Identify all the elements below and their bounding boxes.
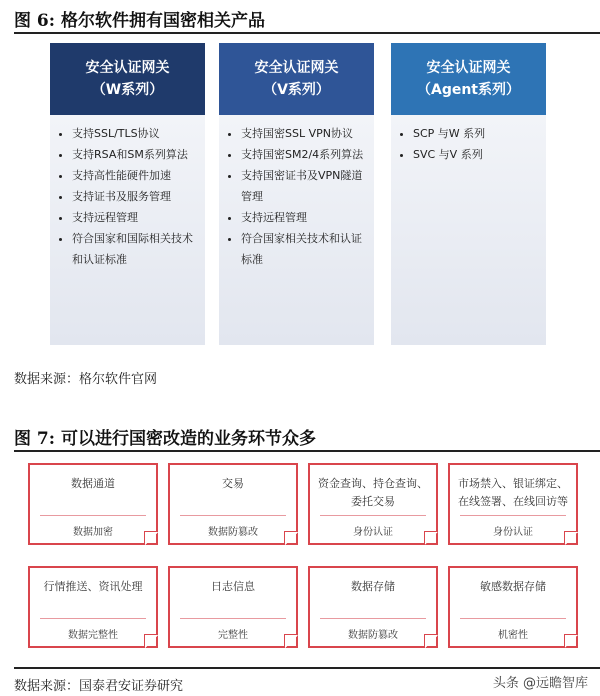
product-card [391, 43, 546, 345]
product-name: 安全认证网关 [254, 60, 339, 76]
business-card [28, 566, 158, 648]
business-card [308, 566, 438, 648]
business-card [448, 566, 578, 648]
product-name: 安全认证网关 [85, 60, 170, 76]
product-features [391, 115, 546, 345]
page-fold-icon [564, 531, 578, 545]
feature-item: • 支持RSA和SM系列算法 [72, 144, 199, 165]
business-scenario: 数据通道 [71, 477, 115, 490]
business-scenario: 敏感数据存储 [480, 580, 546, 593]
product-series: （Agent系列） [416, 82, 520, 98]
card-divider [180, 618, 286, 619]
business-card [28, 463, 158, 545]
feature-item: • 支持国密SM2/4系列算法 [241, 144, 368, 165]
business-card [308, 463, 438, 545]
business-card [168, 566, 298, 648]
watermark: 头条 @远瞻智库 [492, 676, 588, 691]
business-card [168, 463, 298, 545]
card-divider [320, 515, 426, 516]
security-requirement: 身份认证 [353, 527, 393, 538]
product-card [50, 43, 205, 345]
product-features [50, 115, 205, 345]
card-divider [40, 618, 146, 619]
card-divider [460, 618, 566, 619]
page-fold-icon [424, 531, 438, 545]
card-divider [180, 515, 286, 516]
figure-7-title: 图 7: 可以进行国密改造的业务环节众多 [14, 429, 316, 449]
business-scenario: 行情推送、资讯处理 [43, 580, 143, 593]
business-scenario: 资金查询、持仓查询、委托交易 [318, 477, 428, 508]
divider [14, 450, 600, 452]
product-series: （V系列） [263, 82, 330, 98]
product-header [50, 43, 205, 115]
feature-item: • 支持远程管理 [241, 207, 368, 228]
figure-6-title: 图 6: 格尔软件拥有国密相关产品 [14, 11, 265, 31]
product-name: 安全认证网关 [426, 60, 511, 76]
page-fold-icon [284, 634, 298, 648]
page-fold-icon [564, 634, 578, 648]
feature-item: • 支持SSL/TLS协议 [72, 123, 199, 144]
card-divider [320, 618, 426, 619]
security-requirement: 数据加密 [73, 527, 113, 538]
security-requirement: 数据防篡改 [208, 527, 258, 538]
product-features [219, 115, 374, 345]
page-fold-icon [284, 531, 298, 545]
security-requirement: 机密性 [498, 630, 528, 641]
card-divider [460, 515, 566, 516]
business-scenario: 交易 [222, 477, 244, 490]
figure-7-source: 数据来源：国泰君安证券研究 [14, 679, 184, 694]
page-fold-icon [424, 634, 438, 648]
divider [14, 667, 600, 669]
security-requirement: 数据完整性 [68, 630, 118, 641]
business-scenario: 日志信息 [211, 580, 255, 593]
feature-item: • SCP 与W 系列 [413, 123, 540, 144]
product-series: （W系列） [91, 82, 164, 98]
business-scenario: 市场禁入、银证绑定、在线签署、在线回访等 [458, 477, 568, 508]
product-header [391, 43, 546, 115]
feature-item: • 符合国家和国际相关技术和认证标准 [72, 228, 199, 270]
security-requirement: 完整性 [218, 630, 248, 641]
feature-item: • 支持远程管理 [72, 207, 199, 228]
product-header [219, 43, 374, 115]
business-card [448, 463, 578, 545]
product-card [219, 43, 374, 345]
figure-6-source: 数据来源：格尔软件官网 [14, 372, 158, 387]
feature-item: • 支持高性能硬件加速 [72, 165, 199, 186]
feature-item: • SVC 与V 系列 [413, 144, 540, 165]
security-requirement: 数据防篡改 [348, 630, 398, 641]
business-scenario: 数据存储 [351, 580, 395, 593]
feature-item: • 支持证书及服务管理 [72, 186, 199, 207]
card-divider [40, 515, 146, 516]
feature-item: • 支持国密证书及VPN隧道管理 [241, 165, 368, 207]
security-requirement: 身份认证 [493, 527, 533, 538]
page-fold-icon [144, 531, 158, 545]
page-fold-icon [144, 634, 158, 648]
divider [14, 32, 600, 34]
feature-item: • 支持国密SSL VPN协议 [241, 123, 368, 144]
feature-item: • 符合国家相关技术和认证标准 [241, 228, 368, 270]
